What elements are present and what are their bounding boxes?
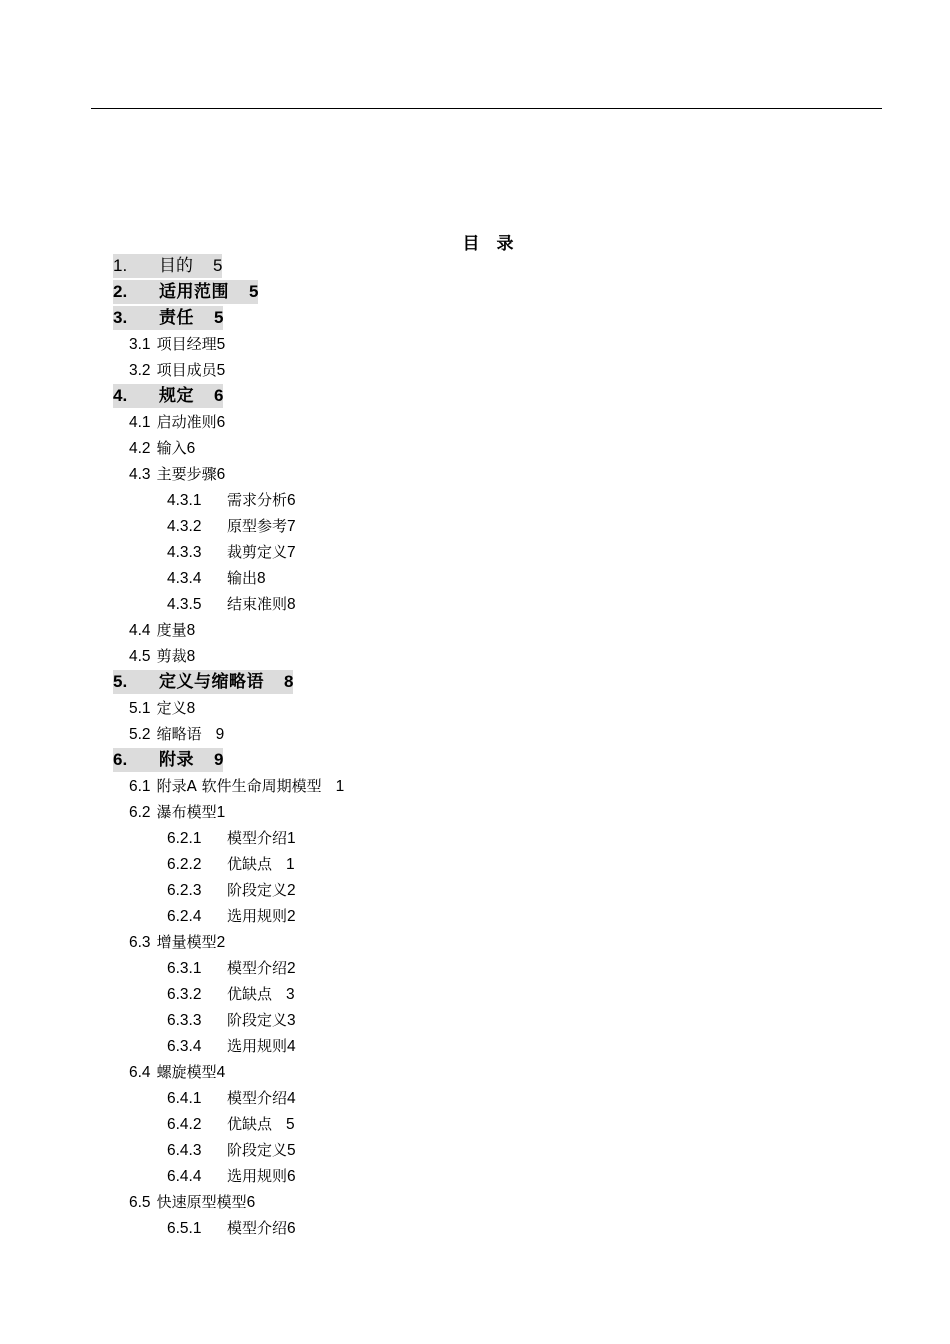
toc-entry-label: 输入 — [156, 439, 187, 457]
toc-entry-page-number: 5 — [216, 336, 226, 353]
toc-entry-level3[interactable] — [167, 1164, 296, 1188]
toc-entry-level3[interactable] — [167, 1086, 296, 1110]
toc-entry-level3[interactable] — [167, 488, 296, 512]
toc-entry-label: 项目成员 — [156, 361, 217, 379]
toc-entry-page-number: 8 — [186, 648, 196, 665]
toc-entry-level1[interactable] — [113, 384, 223, 408]
toc-entry-number: 6.4.4 — [167, 1168, 202, 1185]
toc-entry-number: 6.4.2 — [167, 1116, 202, 1133]
toc-entry-number: 6.4.1 — [167, 1090, 202, 1107]
toc-entry-page-number: 6 — [216, 414, 226, 431]
toc-entry-label: 定义与缩略语 — [159, 672, 264, 692]
toc-entry-number: 6.2 — [129, 804, 151, 821]
toc-entry-number: 6.1 — [129, 778, 151, 795]
toc-entry-label: 定义 — [156, 699, 187, 717]
toc-entry-level2[interactable] — [129, 774, 344, 798]
toc-entry-page-number: 6 — [287, 492, 296, 509]
toc-entry-label: 剪裁 — [156, 647, 187, 665]
toc-entry-page-number: 1 — [286, 856, 295, 873]
toc-entry-label: 主要步骤 — [156, 465, 217, 483]
toc-entry-label: 增量模型 — [156, 933, 217, 951]
toc-entry-page-number: 4 — [216, 1064, 226, 1081]
toc-entry-label: 启动准则 — [156, 413, 217, 431]
toc-entry-level3[interactable] — [167, 904, 296, 928]
toc-entry-level3[interactable] — [167, 540, 296, 564]
toc-entry-label: 螺旋模型 — [156, 1063, 217, 1081]
toc-entry-label: 阶段定义 — [227, 881, 288, 899]
toc-entry-page-number: 9 — [214, 750, 224, 769]
toc-entry-label: 选用规则 — [227, 907, 288, 925]
toc-entry-page-number: 6 — [216, 466, 226, 483]
toc-entry-label: 责任 — [159, 308, 194, 328]
toc-entry-number: 4.4 — [129, 622, 151, 639]
toc-entry-number: 4.3.3 — [167, 544, 202, 561]
toc-entry-level2[interactable] — [129, 410, 225, 434]
toc-entry-level3[interactable] — [167, 956, 296, 980]
toc-entry-level1[interactable] — [113, 748, 223, 772]
toc-entry-label: 阶段定义 — [227, 1011, 288, 1029]
toc-entry-level3[interactable] — [167, 982, 295, 1006]
toc-entry-level3[interactable] — [167, 826, 296, 850]
toc-entry-page-number: 8 — [257, 570, 266, 587]
toc-entry-number: 6.3.2 — [167, 986, 202, 1003]
toc-entry-number: 4.3.4 — [167, 570, 202, 587]
toc-entry-number: 1. — [113, 256, 128, 275]
toc-entry-page-number: 8 — [186, 700, 196, 717]
toc-entry-number: 5. — [113, 672, 128, 691]
toc-entry-level1[interactable] — [113, 254, 222, 278]
toc-entry-label: 规定 — [159, 386, 194, 406]
toc-entry-number: 5.2 — [129, 726, 151, 743]
toc-entry-page-number: 4 — [287, 1038, 296, 1055]
toc-entry-level3[interactable] — [167, 1216, 296, 1240]
toc-entry-page-number: 6 — [214, 386, 224, 405]
toc-entry-page-number: 9 — [215, 726, 225, 743]
toc-entry-page-number: 7 — [287, 518, 296, 535]
toc-entry-number: 6.2.2 — [167, 856, 202, 873]
toc-entry-page-number: 5 — [213, 256, 223, 275]
toc-entry-page-number: 6 — [287, 1220, 296, 1237]
toc-entry-label: 优缺点 — [227, 1115, 273, 1133]
toc-entry-level2[interactable] — [129, 1190, 255, 1214]
toc-entry-page-number: 6 — [246, 1194, 256, 1211]
toc-entry-number: 3.1 — [129, 336, 151, 353]
toc-entry-number: 6.4.3 — [167, 1142, 202, 1159]
toc-entry-page-number: 4 — [287, 1090, 296, 1107]
toc-entry-label: 需求分析 — [227, 491, 288, 509]
toc-entry-number: 4.3.5 — [167, 596, 202, 613]
toc-entry-number: 6.5 — [129, 1194, 151, 1211]
toc-entry-level2[interactable] — [129, 644, 195, 668]
toc-entry-label: 结束准则 — [227, 595, 288, 613]
toc-entry-page-number: 5 — [249, 282, 259, 301]
header-rule — [91, 108, 882, 109]
toc-entry-page-number: 3 — [286, 986, 295, 1003]
toc-entry-level2[interactable] — [129, 462, 225, 486]
toc-entry-level2[interactable] — [129, 696, 195, 720]
toc-entry-number: 6.3.4 — [167, 1038, 202, 1055]
toc-entry-page-number: 5 — [287, 1142, 296, 1159]
toc-entry-level3[interactable] — [167, 1138, 296, 1162]
toc-entry-number: 5.1 — [129, 700, 151, 717]
toc-entry-page-number: 1 — [216, 804, 226, 821]
toc-entry-page-number: 8 — [287, 596, 296, 613]
toc-entry-label: 模型介绍 — [227, 829, 288, 847]
toc-entry-label: 快速原型模型 — [156, 1193, 247, 1211]
toc-entry-label: 裁剪定义 — [227, 543, 288, 561]
toc-entry-level2[interactable] — [129, 358, 225, 382]
toc-entry-number: 4.3.2 — [167, 518, 202, 535]
toc-entry-number: 6.3 — [129, 934, 151, 951]
toc-entry-page-number: 5 — [216, 362, 226, 379]
toc-entry-level2[interactable] — [129, 332, 225, 356]
toc-entry-level3[interactable] — [167, 878, 296, 902]
toc-entry-page-number: 3 — [287, 1012, 296, 1029]
toc-entry-number: 6.2.3 — [167, 882, 202, 899]
toc-entry-number: 3. — [113, 308, 128, 327]
toc-entry-level2[interactable] — [129, 1060, 225, 1084]
toc-entry-label: 优缺点 — [227, 855, 273, 873]
toc-entry-label: 模型介绍 — [227, 1089, 288, 1107]
toc-entry-level3[interactable] — [167, 1034, 296, 1058]
toc-entry-number: 6.5.1 — [167, 1220, 202, 1237]
toc-entry-label: 原型参考 — [227, 517, 288, 535]
toc-entry-label: 项目经理 — [156, 335, 217, 353]
toc-entry-number: 4.2 — [129, 440, 151, 457]
toc-entry-page-number: 2 — [287, 882, 296, 899]
toc-entry-number: 4.1 — [129, 414, 151, 431]
toc-entry-label: 输出 — [227, 569, 258, 587]
toc-entry-label: 模型介绍 — [227, 959, 288, 977]
toc-entry-page-number: 7 — [287, 544, 296, 561]
toc-entry-number: 6.3.1 — [167, 960, 202, 977]
toc-entry-number: 4.3.1 — [167, 492, 202, 509]
toc-entry-number: 4. — [113, 386, 128, 405]
toc-title-text: 目 录 — [462, 234, 514, 254]
toc-entry-label: 缩略语 — [156, 725, 202, 743]
toc-entry-level3[interactable] — [167, 1008, 296, 1032]
toc-entry-label: 阶段定义 — [227, 1141, 288, 1159]
toc-entry-number: 6.2.1 — [167, 830, 202, 847]
toc-entry-page-number: 2 — [287, 960, 296, 977]
toc-entry-level3[interactable] — [167, 566, 266, 590]
toc-entry-level1[interactable] — [113, 670, 293, 694]
toc-entry-level2[interactable] — [129, 436, 195, 460]
toc-entry-number: 4.5 — [129, 648, 151, 665]
toc-entry-page-number: 2 — [287, 908, 296, 925]
toc-entry-label: 度量 — [156, 621, 187, 639]
toc-entry-number: 2. — [113, 282, 128, 301]
toc-title — [0, 229, 950, 254]
toc-entry-level3[interactable] — [167, 514, 296, 538]
toc-entry-level2[interactable] — [129, 722, 224, 746]
toc-entry-number: 3.2 — [129, 362, 151, 379]
toc-entry-level1[interactable] — [113, 306, 223, 330]
toc-entry-label: 瀑布模型 — [156, 803, 217, 821]
toc-entry-level1[interactable] — [113, 280, 258, 304]
toc-entry-level3[interactable] — [167, 852, 295, 876]
toc-entry-level2[interactable] — [129, 800, 225, 824]
toc-entry-label: 附录 — [159, 750, 194, 770]
toc-entry-label: 附录A 软件生命周期模型 — [156, 777, 322, 795]
toc-entry-page-number: 6 — [186, 440, 196, 457]
toc-entry-label: 目的 — [159, 256, 193, 276]
toc-entry-number: 6.2.4 — [167, 908, 202, 925]
toc-entry-label: 选用规则 — [227, 1167, 288, 1185]
toc-entry-label: 模型介绍 — [227, 1219, 288, 1237]
toc-entry-number: 6. — [113, 750, 128, 769]
toc-entry-number: 6.4 — [129, 1064, 151, 1081]
toc-entry-number: 4.3 — [129, 466, 151, 483]
toc-entry-page-number: 1 — [335, 778, 345, 795]
toc-entry-label: 选用规则 — [227, 1037, 288, 1055]
toc-entry-page-number: 8 — [284, 672, 294, 691]
toc-entry-page-number: 6 — [287, 1168, 296, 1185]
toc-entry-level2[interactable] — [129, 930, 225, 954]
toc-entry-page-number: 2 — [216, 934, 226, 951]
toc-entry-level3[interactable] — [167, 1112, 295, 1136]
toc-entry-page-number: 1 — [287, 830, 296, 847]
toc-entry-number: 6.3.3 — [167, 1012, 202, 1029]
toc-entry-label: 适用范围 — [159, 282, 229, 302]
toc-entry-page-number: 8 — [186, 622, 196, 639]
toc-entry-level3[interactable] — [167, 592, 296, 616]
toc-entry-page-number: 5 — [286, 1116, 295, 1133]
toc-entry-page-number: 5 — [214, 308, 224, 327]
toc-entry-level2[interactable] — [129, 618, 195, 642]
toc-entry-label: 优缺点 — [227, 985, 273, 1003]
